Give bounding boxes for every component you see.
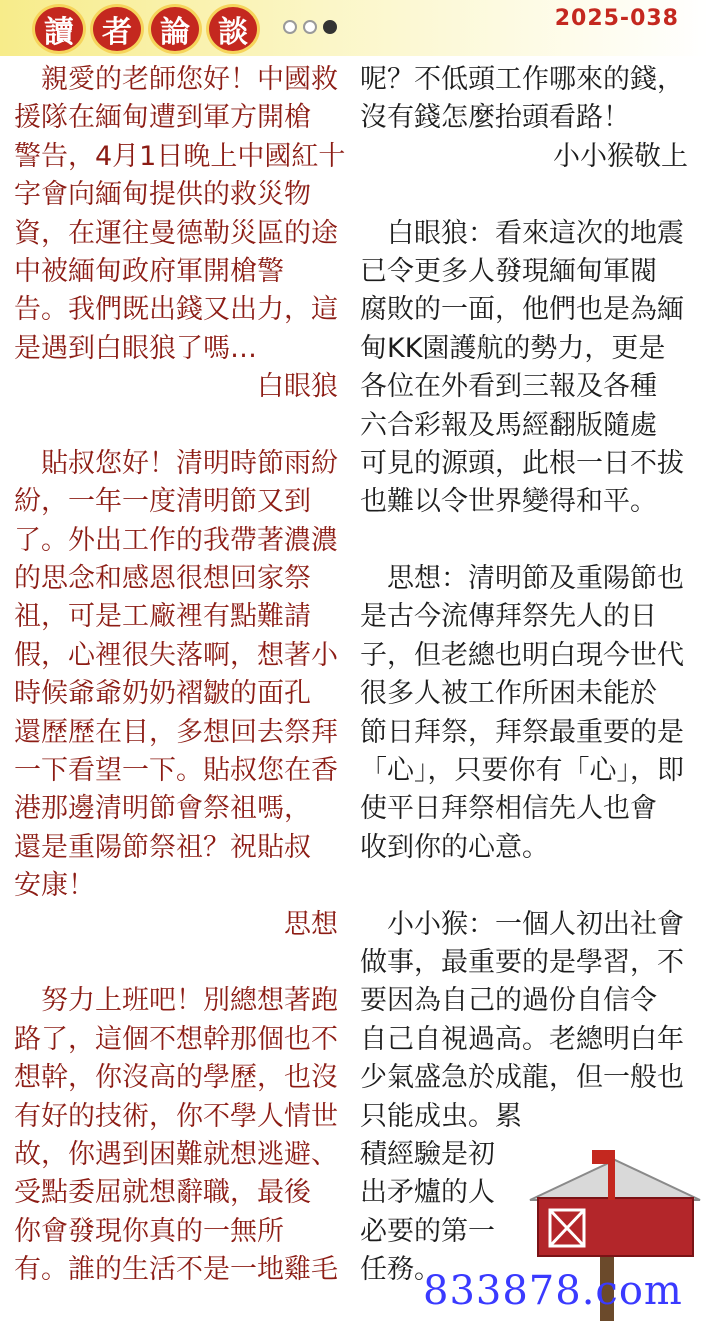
letters-column	[14, 61, 346, 1290]
text-line: 沒有錢怎麼抬頭看路！	[360, 102, 630, 134]
text-line: 想幹，你沒高的學歷，也沒	[14, 1062, 338, 1094]
title-char-badge: 讀	[32, 4, 86, 54]
text-line: 親愛的老師您好！中國救	[14, 64, 338, 95]
text-line: 子，但老總也明白現今世代	[360, 639, 684, 671]
text-line: 自己自視過高。老總明白年	[360, 1023, 684, 1055]
signature: 小小猴敬上	[553, 140, 688, 172]
text-line: 受點委屈就想辭職，最後	[14, 1177, 311, 1209]
text-line: 白眼狼：看來這次的地震	[360, 217, 684, 249]
text-line: 告。我們既出錢又出力，這	[14, 294, 338, 326]
text-line: 祖，可是工廠裡有點難請	[14, 601, 311, 633]
replies-column	[360, 61, 688, 1290]
text-line: 港那邊清明節會祭祖嗎，	[14, 793, 311, 825]
paragraph-gap	[360, 867, 688, 905]
text-line: 警告，4月1日晚上中國紅十	[14, 140, 346, 172]
text-line: 必要的第一	[360, 1215, 495, 1247]
signature: 白眼狼	[257, 371, 338, 403]
text-line: 節日拜祭，拜祭最重要的是	[360, 716, 684, 748]
text-line: 是遇到白眼狼了嗎…	[14, 332, 257, 364]
watermark: 833878.com	[423, 1268, 683, 1314]
title-badges	[32, 4, 260, 54]
text-line: 六合彩報及馬經翻版隨處	[360, 409, 657, 441]
text-line: 很多人被工作所困未能於	[360, 678, 657, 710]
text-line: 任務。	[360, 1254, 441, 1286]
dot-icon	[303, 20, 317, 34]
text-line: 是古今流傳拜祭先人的日	[360, 601, 657, 633]
text-line: 「心」，只要你有「心」，即	[360, 755, 684, 787]
text-line: 也難以令世界變得和平。	[360, 486, 657, 518]
text-line: 積經驗是初	[360, 1138, 495, 1170]
text-line: 假，心裡很失落啊，想著小	[14, 639, 338, 671]
text-line: 出矛爐的人	[360, 1177, 495, 1209]
text-line: 甸KK園護航的勢力，更是	[360, 332, 666, 364]
title-char-badge: 談	[206, 4, 260, 54]
text-line: 使平日拜祭相信先人也會	[360, 793, 657, 825]
text-line: 安康！	[14, 870, 95, 902]
text-line: 時候爺爺奶奶褶皺的面孔	[14, 678, 311, 710]
text-line: 收到你的心意。	[360, 831, 549, 863]
text-line: 有好的技術，你不學人情世	[14, 1100, 338, 1132]
text-line: 少氣盛急於成龍，但一般也	[360, 1062, 684, 1094]
paragraph-gap	[360, 522, 688, 560]
title-char-badge: 論	[148, 4, 202, 54]
title-char-badge: 者	[90, 4, 144, 54]
text-line: 了。外出工作的我帶著濃濃	[14, 524, 338, 556]
text-line: 你會發現你真的一無所	[14, 1215, 284, 1247]
text-line: 還歷歷在目，多想回去祭拜	[14, 716, 338, 748]
text-line: 已令更多人發現緬甸軍閥	[360, 255, 657, 287]
text-line: 還是重陽節祭祖？祝貼叔	[14, 831, 311, 863]
signature: 思想	[284, 908, 338, 940]
paragraph-gap	[14, 944, 338, 982]
text-line: 呢？不低頭工作哪來的錢，	[360, 64, 684, 95]
text-line: 資，在運往曼德勒災區的途	[14, 217, 338, 249]
text-line: 的思念和感恩很想回家祭	[14, 563, 311, 595]
text-line: 中被緬甸政府軍開槍警	[14, 255, 284, 287]
text-line: 小小猴：一個人初出社會	[360, 908, 684, 940]
text-line: 要因為自己的過份自信令	[360, 985, 657, 1017]
text-line: 各位在外看到三報及各種	[360, 371, 657, 403]
text-line: 做事，最重要的是學習，不	[360, 946, 684, 978]
header-banner	[0, 0, 709, 56]
text-line: 貼叔您好！清明時節雨紛	[14, 447, 338, 479]
dot-icon	[283, 20, 297, 34]
text-line: 腐敗的一面，他們也是為緬	[360, 294, 684, 326]
text-line: 故，你遇到困難就想逃避、	[14, 1138, 338, 1170]
text-line: 一下看望一下。貼叔您在香	[14, 755, 338, 787]
issue-number: 2025-038	[554, 6, 679, 31]
paragraph-gap	[360, 176, 688, 214]
text-line: 路了，這個不想幹那個也不	[14, 1023, 338, 1055]
text-line: 紛，一年一度清明節又到	[14, 486, 311, 518]
decorative-dots	[283, 20, 337, 34]
text-line: 只能成虫。累	[360, 1100, 522, 1132]
text-line: 努力上班吧！別總想著跑	[14, 985, 338, 1017]
text-line: 字會向緬甸提供的救災物	[14, 179, 311, 211]
paragraph-gap	[14, 407, 338, 445]
text-line: 可見的源頭，此根一日不拔	[360, 447, 684, 479]
text-line: 有。誰的生活不是一地雞毛	[14, 1254, 338, 1286]
dot-icon	[323, 20, 337, 34]
text-line: 思想：清明節及重陽節也	[360, 563, 684, 595]
text-line: 援隊在緬甸遭到軍方開槍	[14, 102, 311, 134]
